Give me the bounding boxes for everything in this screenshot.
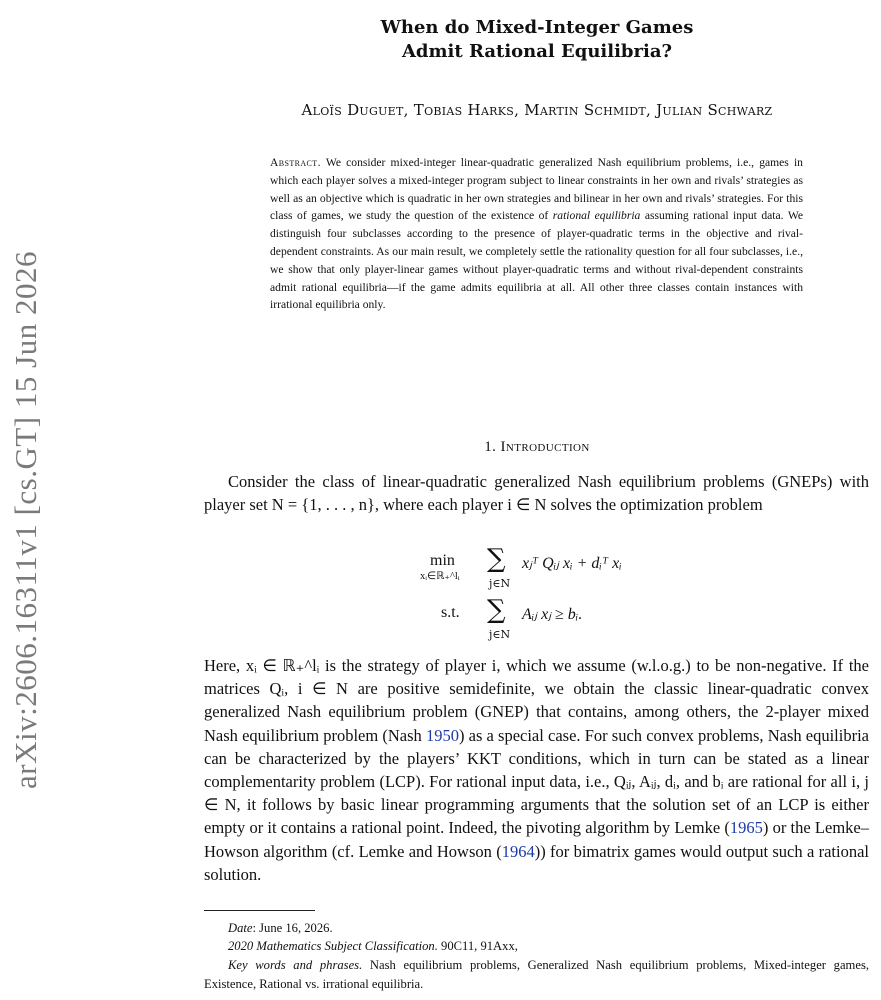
para2-text-2: ) as a special case. For such convex problems, Nash equilibria can be characterized by the players’ KKT conditions, which in turn can be stated as a linear complementarity problem (LCP). For rational input data, i.e., Qᵢⱼ, Aᵢⱼ, dᵢ, and bᵢ are rational for all i, j ∈ N, it follows by basic linear programming arguments that the solution set of an LCP is either empty or it contains a rational point. Indeed, the pivoting algorithm by Lemke ( [204,725,870,838]
keywords-value: Nash equilibrium problems, Generalized Nash equilibrium problems, Mixed-integer games, Existence, Rational vs. irrational equilibria. [204,958,869,991]
msc-value: 90C11, 91Axx, [437,939,518,953]
arxiv-identifier-text: arXiv:2606.16311v1 [cs.GT] 15 Jun 2026 [8,251,43,789]
abstract-text-b: assuming rational input data. We distinguish four subclasses according to the presence of player-quadratic terms in the objective and rival-dependent constraints. As our main result, we completely settle the rationality question for all four subclasses, i.e., we show that only player-linear games without player-quadratic terms and without rival-dependent constraints admit rational equilibria—if the game admits equilibria at all. All other three classes contain instances with irrational equilibria only. [270,209,804,312]
msc-label: 2020 Mathematics Subject Classification. [228,939,438,953]
abstract-emphasis: rational equilibria [552,209,641,223]
formula-min: min [430,552,455,569]
author-list: Aloïs Duguet, Tobias Harks, Martin Schmidt, Julian Schwarz [301,101,773,119]
abstract-label: Abstract. [270,156,321,169]
title-line-2: Admit Rational Equilibria? [401,41,673,62]
keywords-label: Key words and phrases. [228,958,363,972]
abstract-text-a: We consider mixed-integer linear-quadratic generalized Nash equilibrium problems, i.e., games in which each player solves a mixed-integer program subject to linear constraints in her own and rivals’ strategies as well as an objective which is quadratic in her own strategies and bilinear in her own and rivals’ strategies. For this class of games, we study the question of the existence of [270,156,803,223]
formula-constraint: Aᵢⱼ xⱼ ≥ bᵢ. [522,606,583,623]
date-value: : June 16, 2026. [252,921,333,935]
footnote-rule [204,910,315,911]
title-line-1: When do Mixed-Integer Games [380,17,694,38]
date-label: Date [228,921,253,935]
footnote-msc [204,937,869,956]
para2-text-4: )) for bimatrix games would output such a rational solution. [204,841,869,884]
footnote-keywords [204,956,869,994]
footnote-date [204,919,869,938]
sum-symbol-1: ∑ [487,544,506,574]
sum-subscript-1: j∈N [489,577,511,590]
paper-title [204,16,870,64]
intro-paragraph-1: Consider the class of linear-quadratic generalized Nash equilibrium problems (GNEPs) with player set N = {1, . . . , n}, where each player i ∈ N solves the optimization problem [204,472,869,515]
formula-min-subscript: xᵢ∈ℝ₊^lᵢ [420,571,460,582]
citation-lemke-howson-1964[interactable]: 1964 [501,841,535,861]
abstract [270,154,803,314]
citation-lemke-1965[interactable]: 1965 [729,818,763,838]
para2-text-3: ) or the Lemke–Howson algorithm (cf. Lemke and Howson ( [204,818,869,861]
citation-nash-1950[interactable]: 1950 [425,725,459,745]
sum-subscript-2: j∈N [489,628,511,641]
sum-symbol-2: ∑ [487,595,506,625]
formula-st: s.t. [441,604,460,621]
para2-text-1: Here, xᵢ ∈ ℝ₊^lᵢ is the strategy of player i, which we assume (w.l.o.g.) to be non-negative. If the matrices Qᵢ, i ∈ N are positive semidefinite, we obtain the classic linear-quadratic convex generalized Nash equilibrium problem (GNEP) that contains, among others, the 2-player mixed Nash equilibrium problem (Nash [204,656,869,745]
intro-paragraph-2 [204,654,869,886]
formula-objective: xⱼᵀ Qᵢⱼ xᵢ + dᵢᵀ xᵢ [522,555,622,572]
section-heading: 1. Introduction [484,439,590,455]
